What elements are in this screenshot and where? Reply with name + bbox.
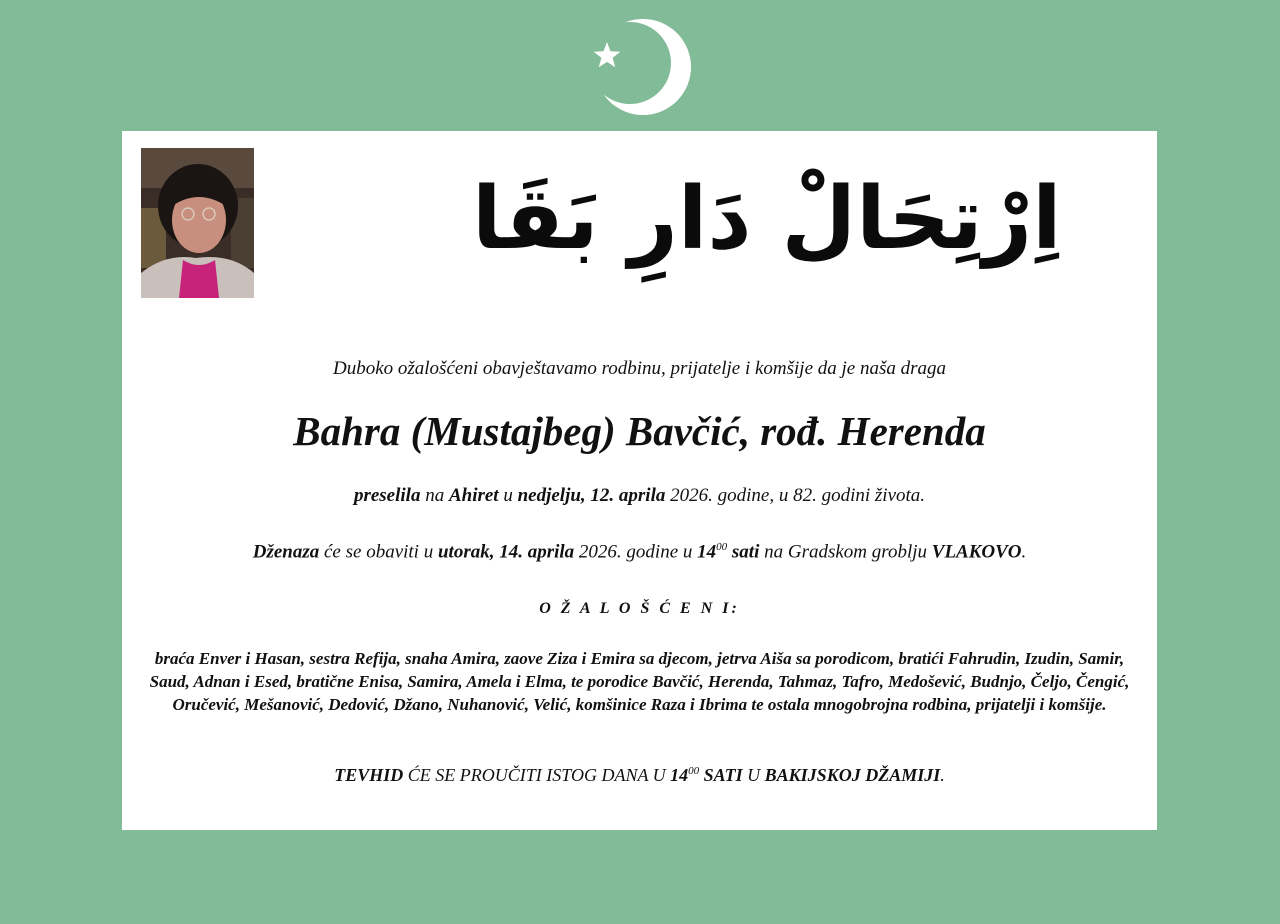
funeral-cemetery: VLAKOVO bbox=[931, 541, 1022, 563]
funeral-date: utorak, 14. aprila bbox=[437, 541, 575, 563]
tevhid-text-1: ĆE SE PROUČITI ISTOG DANA U bbox=[403, 765, 671, 785]
deceased-portrait bbox=[141, 148, 254, 298]
funeral-hours-word: sati bbox=[731, 541, 760, 563]
death-text-2: u bbox=[498, 485, 518, 506]
funeral-word-1: Dženaza bbox=[252, 541, 320, 563]
deceased-name: Bahra (Mustajbeg) Bavčić, rođ. Herenda bbox=[293, 408, 986, 454]
funeral-text-1: će se obaviti u bbox=[319, 541, 438, 563]
funeral-text-4: . bbox=[1021, 541, 1027, 563]
intro-text: Duboko ožalošćeni obavještavamo rodbinu, prijatelje i komšije da je naša draga bbox=[332, 358, 947, 379]
funeral-hour: 14 bbox=[697, 541, 717, 563]
death-announcement bbox=[122, 485, 1157, 507]
mourners-heading: O Ž A L O Š Ć E N I: bbox=[539, 600, 740, 617]
funeral-minutes: 00 bbox=[716, 541, 728, 553]
tevhid-word-1: TEVHID bbox=[334, 765, 404, 785]
arabic-calligraphy: اِرْتِحَالْ دَارِ بَقَا bbox=[472, 169, 1062, 269]
tevhid-text-3: . bbox=[940, 765, 945, 785]
mourners-list: braća Enver i Hasan, sestra Refija, snaha Amira, zaove Ziza i Emira sa djecom, jetrva Aiša sa porodicom, bratići Fahrudin, Izudin, Samir, Saud, Adnan i Esed, bratične Enisa, Samira, Amela i Elma, te porodice Bavčić, Herenda, Tahmaz, Tafro, Medošević, Budnjo, Čeljo, Čengić, Oručević, Mešanović, Dedović, Džano, Nuhanović, Velić, komšinice Raza i Ibrima te ostala mnogobrojna rodbina, prijatelji i komšije. bbox=[149, 649, 1130, 714]
tevhid-hours-word: SATI bbox=[703, 765, 743, 785]
funeral-text-3: na Gradskom groblju bbox=[759, 541, 932, 563]
funeral-text-2: 2026. godine u bbox=[574, 541, 698, 563]
tevhid-text-2: U bbox=[742, 765, 765, 785]
tevhid-mosque: BAKIJSKOJ DŽAMIJI bbox=[764, 765, 941, 785]
obituary-card bbox=[122, 131, 1157, 830]
death-word-2: Ahiret bbox=[448, 485, 499, 506]
funeral-announcement bbox=[122, 541, 1157, 563]
tevhid-minutes: 00 bbox=[688, 765, 700, 777]
death-text-3: 2026. godine, u 82. godini života. bbox=[665, 485, 926, 506]
death-date: nedjelju, 12. aprila bbox=[517, 485, 666, 506]
death-text-1: na bbox=[420, 485, 449, 506]
crescent-and-star-icon bbox=[585, 14, 695, 120]
death-word-1: preselila bbox=[353, 485, 421, 506]
tevhid-hour: 14 bbox=[670, 765, 689, 785]
tevhid-announcement bbox=[122, 765, 1157, 786]
